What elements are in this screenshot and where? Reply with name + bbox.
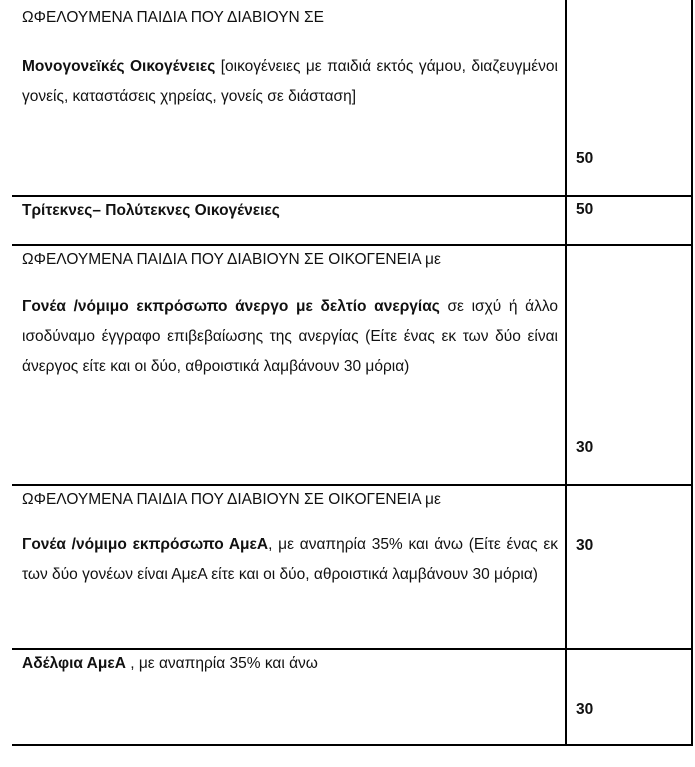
table-bottom-border	[12, 744, 693, 746]
row-points: 30	[576, 701, 594, 718]
row-points: 30	[576, 537, 594, 554]
row-description	[22, 650, 318, 678]
row-heading: ΩΦΕΛΟΥΜΕΝΑ ΠΑΙΔΙΑ ΠΟΥ ΔΙΑΒΙΟΥΝ ΣΕ ΟΙΚΟΓΕΝΕΙΑ με	[22, 251, 441, 268]
row-title	[22, 197, 280, 225]
row-points: 30	[576, 439, 594, 456]
row-text: [οικογένειες με παιδιά εκτός γάμου, διαζευγμένοι γονείς, καταστάσεις χηρείας, γονείς σε διάσταση]	[22, 58, 558, 105]
row-heading: ΩΦΕΛΟΥΜΕΝΑ ΠΑΙΔΙΑ ΠΟΥ ΔΙΑΒΙΟΥΝ ΣΕ	[22, 9, 324, 26]
row-description	[22, 530, 558, 590]
row-points: 50	[576, 150, 594, 167]
row-text: , με αναπηρία 35% και άνω	[125, 655, 318, 672]
row-text: , με αναπηρία 35% και άνω (Είτε ένας εκ των δύο γονέων είναι ΑμεΑ είτε και οι δύο, αθροιστικά λαμβάνουν 30 μόρια)	[22, 536, 558, 583]
row-points: 50	[576, 201, 594, 218]
row-title: Αδέλφια ΑμεΑ	[22, 655, 126, 672]
row-description	[22, 52, 558, 112]
row-title-text: Τρίτεκνες– Πολύτεκνες Οικογένειες	[22, 202, 280, 219]
table-right-border	[691, 0, 693, 745]
row-description	[22, 292, 558, 382]
row-title: Γονέα /νόμιμο εκπρόσωπο ΑμεΑ	[22, 536, 269, 553]
row-text: σε ισχύ ή άλλο ισοδύναμο έγγραφο επιβεβαίωσης της ανεργίας (Είτε ένας εκ των δύο είναι άνεργος είτε και οι δύο, αθροιστικά λαμβάνουν 30 μόρια)	[22, 298, 558, 375]
row-title: Μονογονεϊκές Οικογένειες	[22, 58, 216, 75]
row-title: Γονέα /νόμιμο εκπρόσωπο άνεργο με δελτίο ανεργίας	[22, 298, 440, 315]
row-heading: ΩΦΕΛΟΥΜΕΝΑ ΠΑΙΔΙΑ ΠΟΥ ΔΙΑΒΙΟΥΝ ΣΕ ΟΙΚΟΓΕΝΕΙΑ με	[22, 491, 441, 508]
column-divider	[565, 0, 567, 745]
